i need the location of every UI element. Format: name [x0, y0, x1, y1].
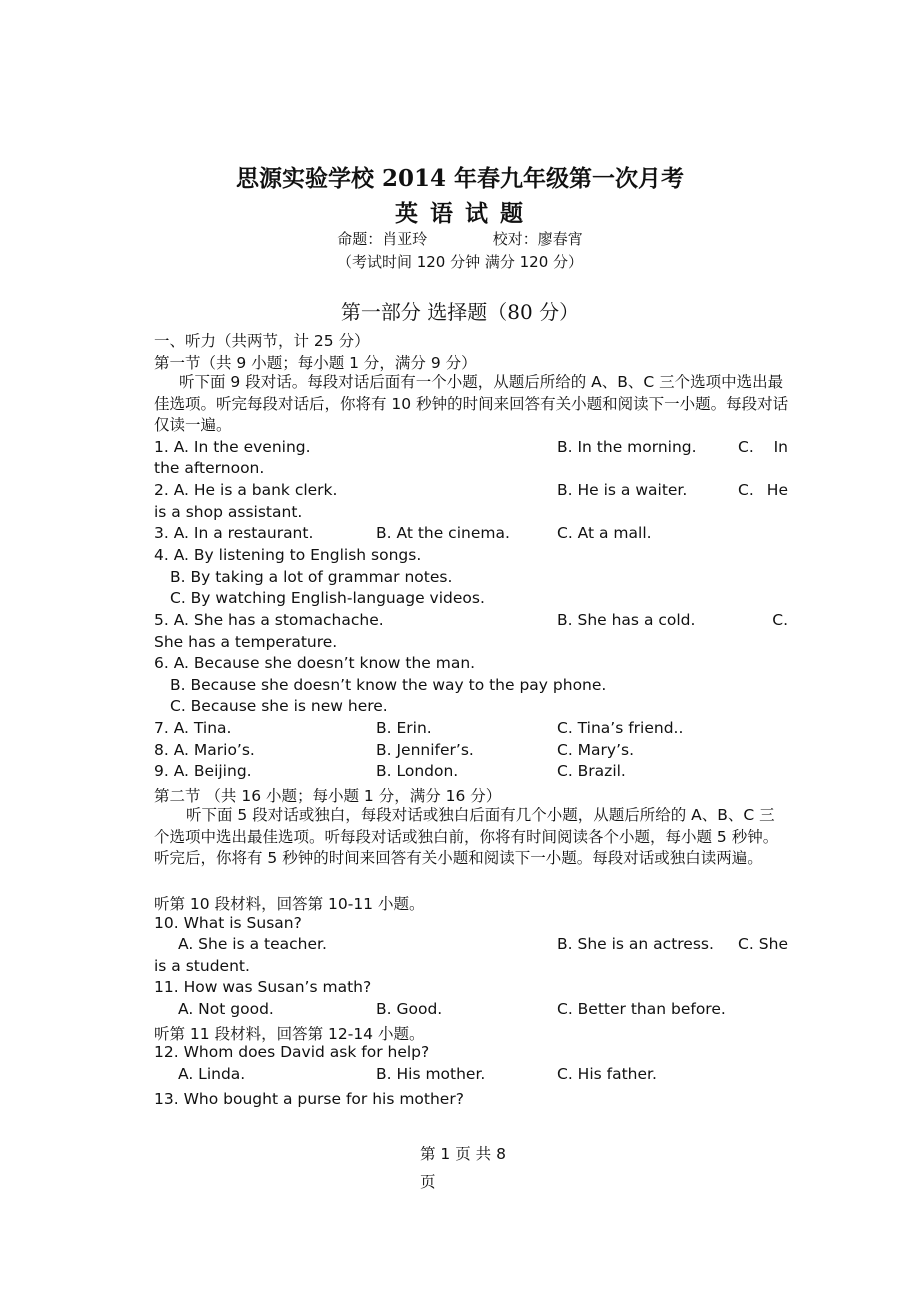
q5-option-c-tail: She has a temperature. — [154, 633, 338, 651]
q5-option-a: 5. A. She has a stomachache. — [154, 611, 384, 629]
q11-option-b: B. Good. — [376, 1000, 443, 1018]
subject-title: 英 语 试 题 — [394, 200, 526, 227]
q4-option-b: B. By taking a lot of grammar notes. — [170, 568, 453, 586]
q6-option-c: C. Because she is new here. — [170, 697, 388, 715]
q11-option-a: A. Not good. — [178, 1000, 274, 1018]
q5-option-c-head: C. — [772, 611, 788, 629]
section2-heading: 第二节 （共 16 小题；每小题 1 分，满分 16 分） — [154, 787, 502, 805]
setter: 命题：肖亚玲 — [337, 230, 428, 248]
q3-option-c: C. At a mall. — [557, 524, 652, 542]
q4-option-c: C. By watching English-language videos. — [170, 589, 485, 607]
section1-instructions: 听下面 9 段对话。每段对话后面有一个小题，从题后所给的 A、B、C 三个选项中选出最佳选项。听完每段对话后，你将有 10 秒钟的时间来回答有关小题和阅读下一小题。每段对话仅读一遍。 — [154, 373, 789, 435]
q1-option-b: B. In the morning. — [557, 438, 697, 456]
q3-option-a: 3. A. In a restaurant. — [154, 524, 314, 542]
exam-title: 思源实验学校 2014 年春九年级第一次月考 — [235, 165, 685, 192]
q6-option-b: B. Because she doesn’t know the way to the pay phone. — [170, 676, 607, 694]
q13-stem: 13. Who bought a purse for his mother? — [154, 1090, 464, 1108]
footer-page-line1: 第 1 页 共 8 — [420, 1145, 506, 1163]
q2-option-a: 2. A. He is a bank clerk. — [154, 481, 338, 499]
q2-option-c-tail: is a shop assistant. — [154, 503, 303, 521]
q12-stem: 12. Whom does David ask for help? — [154, 1043, 430, 1061]
q11-option-c: C. Better than before. — [557, 1000, 726, 1018]
q9-option-b: B. London. — [376, 762, 459, 780]
q3-option-b: B. At the cinema. — [376, 524, 510, 542]
q10-option-c-head: C. — [738, 935, 754, 953]
q12-option-a: A. Linda. — [178, 1065, 246, 1083]
section2-instructions: 听下面 5 段对话或独白，每段对话或独白后面有几个小题，从题后所给的 A、B、C 三个选项中选出最佳选项。听每段对话或独白前，你将有时间阅读各个小题，每小题 5 秒钟。听完后，你将有 5 秒钟的时间来回答有关小题和阅读下一小题。每段对话或独白读两遍。 — [154, 806, 779, 868]
q7-option-a: 7. A. Tina. — [154, 719, 232, 737]
q9-option-c: C. Brazil. — [557, 762, 626, 780]
q10-stem: 10. What is Susan? — [154, 914, 302, 932]
q2-option-c-head: C. — [738, 481, 754, 499]
checker: 校对：廖春宵 — [492, 230, 583, 248]
q12-option-c: C. His father. — [557, 1065, 657, 1083]
q1-option-c-tail: the afternoon. — [154, 459, 265, 477]
q1-option-a: 1. A. In the evening. — [154, 438, 311, 456]
q10-option-a: A. She is a teacher. — [178, 935, 327, 953]
q10-option-c-word: She — [758, 935, 788, 953]
q5-option-b: B. She has a cold. — [557, 611, 696, 629]
q12-option-b: B. His mother. — [376, 1065, 486, 1083]
material11-note: 听第 11 段材料，回答第 12-14 小题。 — [154, 1025, 425, 1043]
footer-page-line2: 页 — [420, 1173, 436, 1191]
q7-option-b: B. Erin. — [376, 719, 432, 737]
q10-option-c-tail: is a student. — [154, 957, 250, 975]
exam-info: （考试时间 120 分钟 满分 120 分） — [336, 253, 584, 271]
material10-note: 听第 10 段材料，回答第 10-11 小题。 — [154, 895, 425, 913]
section1-heading: 第一节（共 9 小题；每小题 1 分，满分 9 分） — [154, 354, 477, 372]
q8-option-a: 8. A. Mario’s. — [154, 741, 255, 759]
q11-stem: 11. How was Susan’s math? — [154, 978, 372, 996]
part1-title: 第一部分 选择题（80 分） — [340, 300, 580, 324]
listening-heading: 一、听力（共两节，计 25 分） — [154, 332, 370, 350]
q2-option-b: B. He is a waiter. — [557, 481, 688, 499]
q6-option-a: 6. A. Because she doesn’t know the man. — [154, 654, 476, 672]
q7-option-c: C. Tina’s friend.. — [557, 719, 684, 737]
author-line — [0, 228, 920, 249]
q2-option-c-word: He — [766, 481, 788, 499]
q4-option-a: 4. A. By listening to English songs. — [154, 546, 422, 564]
q10-option-b: B. She is an actress. — [557, 935, 714, 953]
q1-option-c-head: C. — [738, 438, 754, 456]
q8-option-c: C. Mary’s. — [557, 741, 635, 759]
q9-option-a: 9. A. Beijing. — [154, 762, 252, 780]
q8-option-b: B. Jennifer’s. — [376, 741, 474, 759]
q1-option-c-word: In — [773, 438, 788, 456]
